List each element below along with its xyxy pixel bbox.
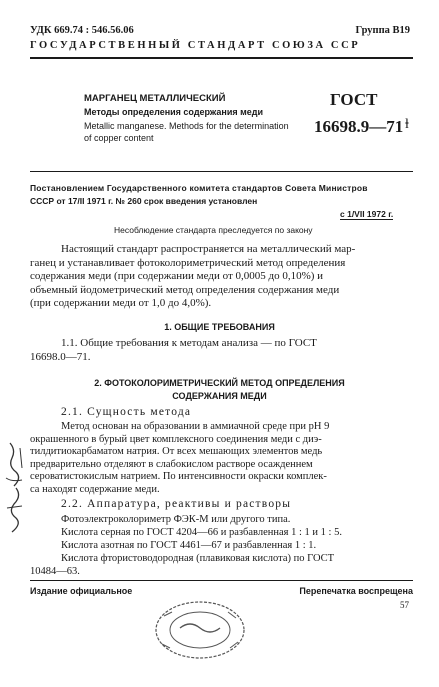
section1-paragraph <box>30 337 413 364</box>
reagent-line: Кислота серная по ГОСТ 4204—66 и разбавленная 1 : 1 и 1 : 5. <box>61 527 342 538</box>
essence-paragraph <box>30 421 413 497</box>
intro-line: содержания меди (при содержании меди от 0,0005 до 0,10%) и <box>30 270 324 283</box>
intro-line: объемный йодометрический метод определения содержания меди <box>30 283 340 296</box>
effective-date: с 1/VII 1972 г. <box>340 209 394 219</box>
section2-heading-line1: 2. ФОТОКОЛОРИМЕТРИЧЕСКИЙ МЕТОД ОПРЕДЕЛЕНИЯ <box>94 378 345 388</box>
enforcement-warning: Несоблюдение стандарта преследуется по закону <box>114 225 313 235</box>
gost-label: ГОСТ <box>330 90 378 109</box>
essence-line: тилдитиокарбаматом натрия. От всех мешающих элементов медь <box>30 446 323 458</box>
page-number: 57 <box>400 600 409 610</box>
essence-line: сероватистокислым натрием. По интенсивности окраски комплек- <box>30 471 327 483</box>
ru-subtitle: Методы определения содержания меди <box>84 107 264 117</box>
reagent-line: 10484—63. <box>30 566 80 577</box>
standard-line: ГОСУДАРСТВЕННЫЙ СТАНДАРТ СОЮЗА ССР <box>30 40 361 51</box>
en-title-line1: Metallic manganese. Methods for the determination <box>84 121 289 131</box>
section1-heading: 1. ОБЩИЕ ТРЕБОВАНИЯ <box>164 322 275 332</box>
decree-line1: Постановлением Государственного комитета стандартов Совета Министров <box>30 183 368 193</box>
group-code: Группа В19 <box>355 25 410 36</box>
decree-line2: СССР от 17/II 1971 г. № 260 срок введения установлен <box>30 196 258 206</box>
footer-rule <box>30 580 413 581</box>
reagents-list <box>30 513 413 578</box>
ru-title: МАРГАНЕЦ МЕТАЛЛИЧЕСКИЙ <box>84 93 226 104</box>
intro-line: ганец и устанавливает фотоколориметрический метод определения <box>30 256 346 269</box>
header-rule <box>30 57 413 59</box>
section1-line: 16698.0—71. <box>30 350 91 363</box>
gost-number: 16698.9—71 <box>314 117 404 136</box>
essence-line: предварительно отделяют в слабокислом растворе осажденнем <box>30 458 313 470</box>
subsection-2-2-title: 2.2. Аппаратура, реактивы и растворы <box>61 498 292 510</box>
en-title-line2: of copper content <box>84 133 154 143</box>
section2-heading-line2: СОДЕРЖАНИЯ МЕДИ <box>172 391 267 401</box>
section1-line: 1.1. Общие требования к методам анализа — по ГОСТ <box>61 337 317 349</box>
intro-paragraph <box>30 243 413 311</box>
essence-line: са находят содержание меди. <box>30 483 160 495</box>
udk-code: УДК 669.74 : 546.56.06 <box>30 25 134 36</box>
handwritten-margin-note-icon <box>2 438 28 538</box>
essence-line: окрашенного в бурый цвет комплексного соединения меди с диэ- <box>30 433 322 445</box>
official-edition-label: Издание официальное <box>30 586 133 596</box>
reagent-line: Кислота фтористоводородная (плавиковая кислота) по ГОСТ <box>61 553 335 564</box>
reagent-line: Фотоэлектроколориметр ФЭК-М или другого типа. <box>61 514 291 525</box>
intro-line: Настоящий стандарт распространяется на металлический мар- <box>61 243 356 255</box>
essence-line: Метод основан на образовании в аммиачной среде при рН 9 <box>61 421 330 432</box>
reagent-line: Кислота азотная по ГОСТ 4461—67 и разбавленная 1 : 1. <box>61 540 317 551</box>
amendment-mark-icon: ⱡ <box>405 117 409 132</box>
reprint-prohibited-label: Перепечатка воспрещена <box>299 586 413 596</box>
subsection-2-1-title: 2.1. Сущность метода <box>61 406 192 418</box>
library-stamp-icon <box>150 598 250 663</box>
title-rule <box>30 171 413 172</box>
intro-line: (при содержании меди от 1,0 до 4,0%). <box>30 297 212 310</box>
